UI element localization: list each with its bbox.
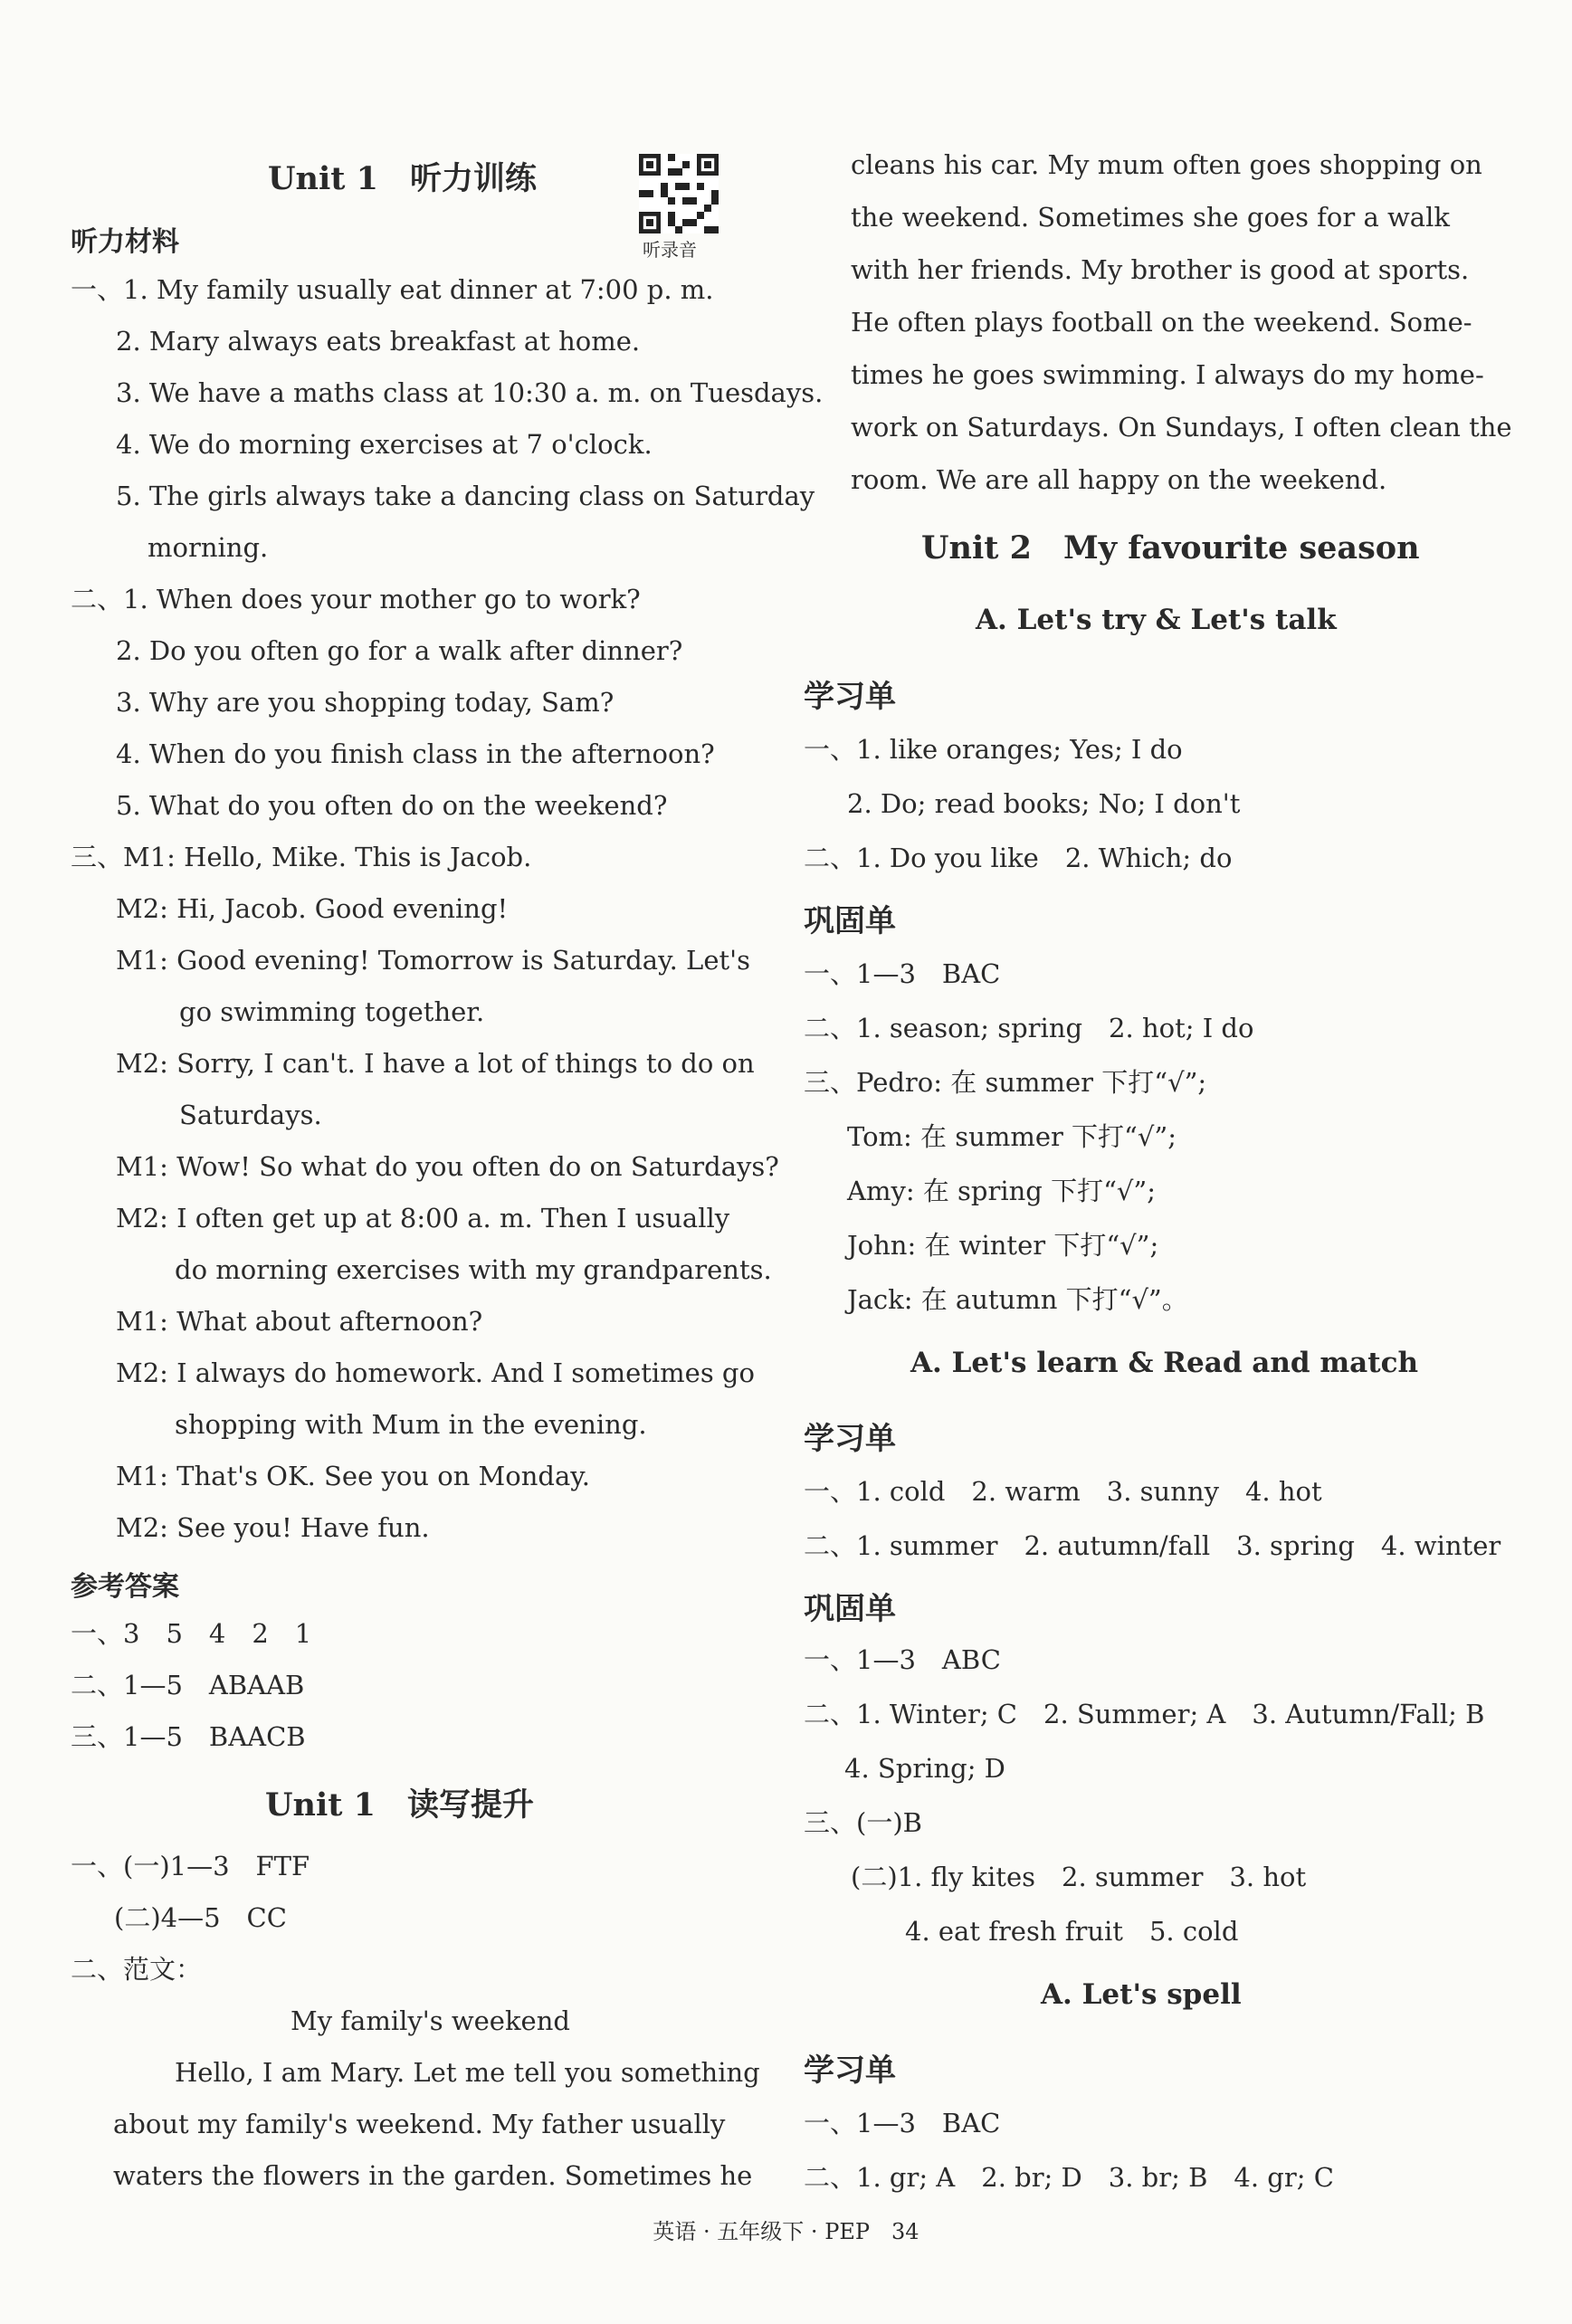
- unit2-title: Unit 2 My favourite season: [921, 529, 1420, 567]
- answer-line: 一、1—3 BAC: [804, 958, 1001, 989]
- study-sheet-label: 学习单: [804, 1421, 896, 1457]
- reading-line: 二、范文：: [71, 1954, 203, 1985]
- answer-line: 4. Spring; D: [844, 1753, 1005, 1784]
- answer-line: 三、1—5 BAACB: [71, 1721, 306, 1752]
- material-line: 4. When do you finish class in the afternoon?: [116, 738, 715, 769]
- material-line: 5. The girls always take a dancing class on Saturday: [116, 481, 815, 511]
- reading-line: 一、(一)1—3 FTF: [71, 1851, 310, 1881]
- answer-line: 二、1. gr; A 2. br; D 3. br; B 4. gr; C: [804, 2162, 1334, 2193]
- page-footer: 英语 · 五年级下 · PEP 34: [653, 2219, 919, 2244]
- study-sheet-label: 学习单: [804, 679, 896, 715]
- material-line: 2. Do you often go for a walk after dinner?: [116, 635, 683, 666]
- answer-line: 三、Pedro: 在 summer 下打“√”;: [804, 1067, 1207, 1098]
- answer-line: 二、1. summer 2. autumn/fall 3. spring 4. winter: [804, 1530, 1501, 1561]
- material-line: M2: I often get up at 8:00 a. m. Then I usually: [116, 1203, 730, 1233]
- section-spell: A. Let's spell: [1041, 1978, 1242, 2011]
- answer-line: 二、1. Do you like 2. Which; do: [804, 843, 1233, 873]
- consolidate-sheet-label: 巩固单: [804, 1591, 896, 1627]
- material-line: 二、1. When does your mother go to work?: [71, 584, 641, 614]
- material-line: M2: See you! Have fun.: [116, 1512, 430, 1543]
- answer-line: 4. eat fresh fruit 5. cold: [905, 1916, 1239, 1947]
- material-line: 5. What do you often do on the weekend?: [116, 790, 668, 821]
- essay-line: times he goes swimming. I always do my home-: [851, 359, 1484, 390]
- answer-line: 二、1—5 ABAAB: [71, 1670, 305, 1700]
- essay-line: work on Saturdays. On Sundays, I often clean the: [851, 412, 1512, 443]
- material-line: M1: That's OK. See you on Monday.: [116, 1461, 590, 1491]
- answer-line: 三、(一)B: [804, 1807, 922, 1838]
- essay-line: room. We are all happy on the weekend.: [851, 464, 1387, 495]
- answer-line: 一、3 5 4 2 1: [71, 1618, 312, 1649]
- answer-line: 二、1. Winter; C 2. Summer; A 3. Autumn/Fall; B: [804, 1699, 1485, 1729]
- answer-line: 一、1—3 BAC: [804, 2108, 1001, 2138]
- answer-line: 2. Do; read books; No; I don't: [847, 788, 1241, 819]
- section-learn-match: A. Let's learn & Read and match: [910, 1347, 1418, 1379]
- material-line: 三、M1: Hello, Mike. This is Jacob.: [71, 842, 532, 872]
- material-line: M1: Wow! So what do you often do on Saturdays?: [116, 1151, 779, 1182]
- essay-line: about my family's weekend. My father usually: [113, 2109, 726, 2139]
- material-line: 2. Mary always eats breakfast at home.: [116, 326, 641, 357]
- answer-line: Tom: 在 summer 下打“√”;: [847, 1121, 1177, 1152]
- qr-caption: 听录音: [643, 239, 697, 261]
- essay-line: cleans his car. My mum often goes shopping on: [851, 149, 1482, 180]
- answer-line: 一、1. cold 2. warm 3. sunny 4. hot: [804, 1476, 1322, 1507]
- essay-line: He often plays football on the weekend. Some-: [851, 307, 1472, 338]
- material-line: Saturdays.: [179, 1100, 322, 1130]
- answer-line: Amy: 在 spring 下打“√”;: [847, 1176, 1156, 1206]
- material-line: M1: What about afternoon?: [116, 1306, 483, 1337]
- material-line: M2: Hi, Jacob. Good evening!: [116, 893, 509, 924]
- essay-line: with her friends. My brother is good at sports.: [851, 254, 1470, 285]
- material-line: 3. Why are you shopping today, Sam?: [116, 687, 615, 718]
- essay-line: the weekend. Sometimes she goes for a walk: [851, 202, 1450, 233]
- material-line: 一、1. My family usually eat dinner at 7:00 p. m.: [71, 274, 714, 305]
- answer-line: (二)1. fly kites 2. summer 3. hot: [851, 1862, 1307, 1892]
- section-try-talk: A. Let's try & Let's talk: [976, 604, 1337, 636]
- answer-line: Jack: 在 autumn 下打“√”。: [847, 1284, 1188, 1315]
- material-line: shopping with Mum in the evening.: [175, 1409, 647, 1440]
- material-line: 4. We do morning exercises at 7 o'clock.: [116, 429, 653, 460]
- material-line: morning.: [148, 532, 269, 563]
- essay-line: Hello, I am Mary. Let me tell you something: [175, 2057, 760, 2088]
- material-line: 3. We have a maths class at 10:30 a. m. on Tuesdays.: [116, 377, 824, 408]
- material-line: M1: Good evening! Tomorrow is Saturday. Let's: [116, 945, 750, 976]
- answers-label: 参考答案: [71, 1571, 179, 1603]
- essay-title: My family's weekend: [291, 2005, 570, 2036]
- reading-line: (二)4—5 CC: [114, 1902, 287, 1933]
- listening-materials-label: 听力材料: [71, 226, 179, 258]
- unit1-reading-title: Unit 1 读写提升: [265, 1786, 534, 1824]
- unit1-listening-title: Unit 1 听力训练: [268, 160, 537, 197]
- essay-line: waters the flowers in the garden. Sometimes he: [113, 2160, 753, 2191]
- study-sheet-label: 学习单: [804, 2053, 896, 2089]
- material-line: M2: Sorry, I can't. I have a lot of things to do on: [116, 1048, 755, 1079]
- material-line: do morning exercises with my grandparents.: [175, 1254, 772, 1285]
- qr-code-icon: [639, 154, 719, 233]
- material-line: M2: I always do homework. And I sometimes go: [116, 1357, 755, 1388]
- material-line: go swimming together.: [179, 996, 485, 1027]
- answer-line: John: 在 winter 下打“√”;: [847, 1230, 1159, 1261]
- consolidate-sheet-label: 巩固单: [804, 903, 896, 939]
- answer-line: 二、1. season; spring 2. hot; I do: [804, 1013, 1254, 1043]
- answer-line: 一、1. like oranges; Yes; I do: [804, 734, 1183, 765]
- answer-line: 一、1—3 ABC: [804, 1644, 1001, 1675]
